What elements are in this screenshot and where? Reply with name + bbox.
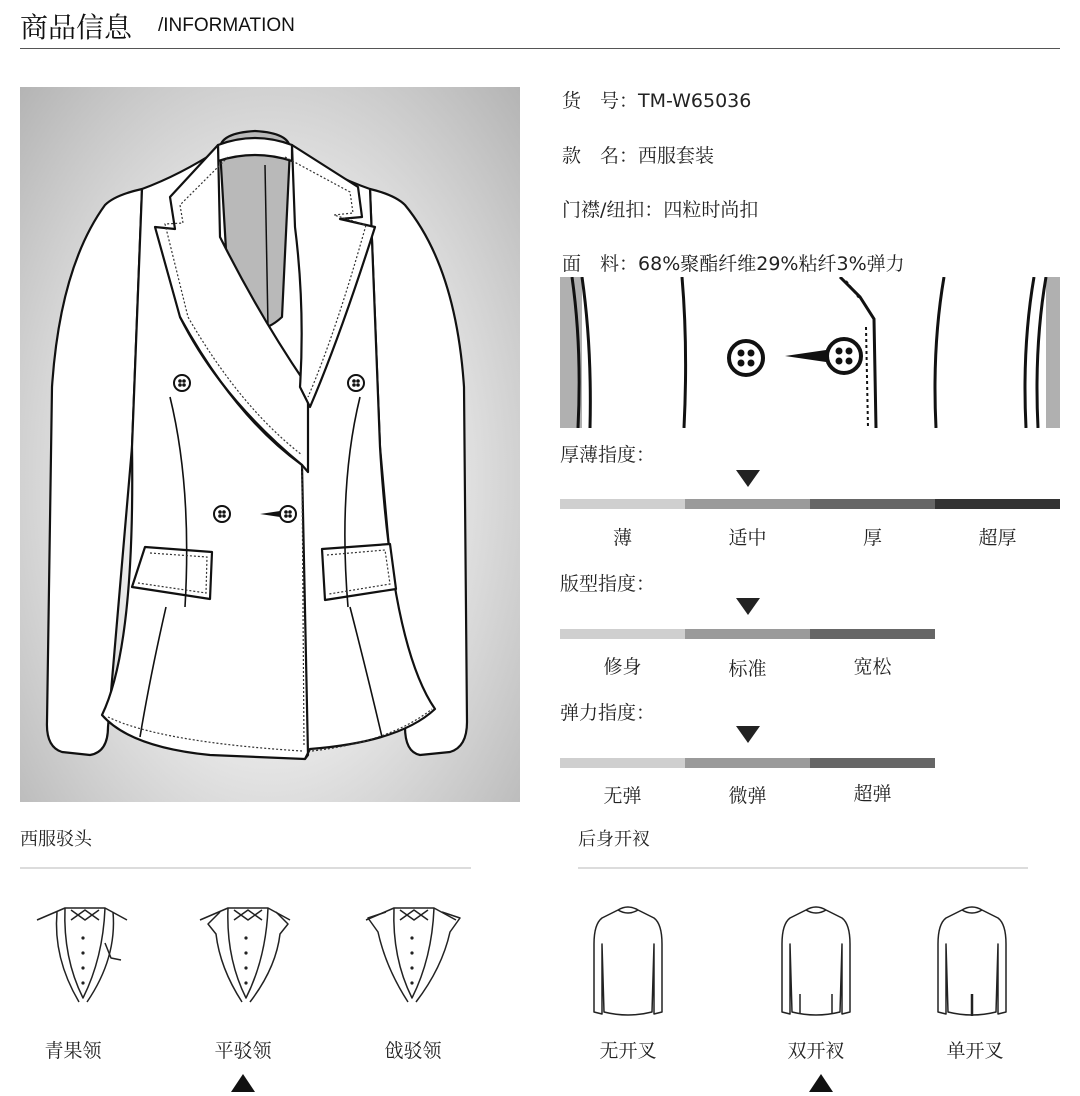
spec-item-no [562,86,751,113]
fabric-detail-image [560,277,1060,428]
fit-bar-slim [560,629,685,639]
vent-section-title: 后身开衩 [578,829,650,850]
fit-label-standard: 标准 [728,658,767,680]
spec-item-no-label: 货 号： [562,90,639,112]
spec-placket-label: 门襟/纽扣： [562,199,664,221]
spec-fabric-label: 面 料： [562,253,639,275]
fit-title: 版型指度： [560,573,656,595]
thickness-bar-thin [560,499,685,509]
blazer-image [20,87,520,802]
fabric-detail-illustration [560,277,1060,428]
stretch-bar-none [560,758,685,768]
thickness-bar-medium [685,499,810,509]
vent-selected-icon [809,1074,833,1092]
stretch-bar-slight [685,758,810,768]
lapel-section-title: 西服驳头 [20,829,92,850]
spec-style-name-value: 西服套装 [638,145,715,167]
fit-label-slim: 修身 [603,656,642,678]
page-header [20,0,1060,49]
vent-option-single: 单开叉 [946,1040,1004,1062]
thickness-bar-extra-thick [935,499,1060,509]
spec-fabric [562,249,905,276]
header-subtitle: /INFORMATION [158,15,295,36]
spec-style-name-label: 款 名： [562,145,639,167]
thickness-label-extra-thick: 超厚 [978,527,1017,549]
stretch-bar-super [810,758,935,768]
fit-bar-loose [810,629,935,639]
lapel-option-notch: 平驳领 [214,1040,272,1062]
notch-lapel-icon [198,898,298,1008]
spec-placket [562,195,758,222]
fit-label-loose: 宽松 [853,656,892,678]
vent-divider [578,867,1028,869]
spec-fabric-value: 68%聚酯纤维29%粘纤3%弹力 [638,253,905,275]
spec-item-no-value: TM-W65036 [638,90,752,112]
thickness-label-medium: 适中 [728,527,767,549]
shawl-collar-icon [35,898,135,1008]
header-title: 商品信息 [20,11,133,44]
stretch-label-super: 超弹 [853,783,892,805]
stretch-indicator-icon [736,726,760,743]
thickness-bar-thick [810,499,935,509]
lapel-divider [20,867,471,869]
blazer-illustration [20,87,520,802]
single-vent-icon [932,904,1012,1020]
thickness-title: 厚薄指度： [560,444,656,466]
vent-option-none: 无开叉 [599,1040,657,1062]
thickness-label-thin: 薄 [612,527,632,549]
no-vent-icon [588,904,668,1020]
lapel-selected-icon [231,1074,255,1092]
double-vent-icon [776,904,856,1020]
lapel-option-peak: 戗驳领 [384,1040,442,1062]
stretch-label-slight: 微弹 [728,785,767,807]
vent-option-double: 双开衩 [787,1040,845,1062]
spec-style-name [562,141,714,168]
fit-bar-standard [685,629,810,639]
spec-placket-value: 四粒时尚扣 [663,199,759,221]
thickness-indicator-icon [736,470,760,487]
stretch-label-none: 无弹 [603,785,642,807]
fit-indicator-icon [736,598,760,615]
peak-lapel-icon [364,898,464,1008]
thickness-label-thick: 厚 [862,527,882,549]
lapel-option-shawl: 青果领 [44,1040,102,1062]
stretch-title: 弹力指度： [560,702,656,724]
